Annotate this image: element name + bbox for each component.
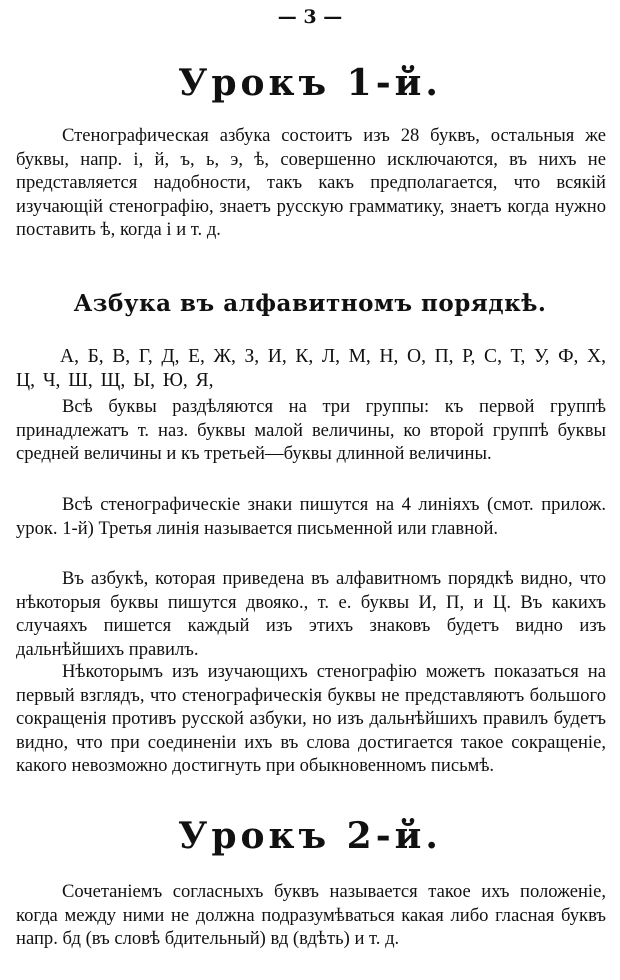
lesson-1-title: Урокъ 1-й. xyxy=(178,62,442,104)
lesson-2-title: Урокъ 2-й. xyxy=(178,815,442,857)
alphabet-heading: Азбука въ алфавитномъ порядкѣ. xyxy=(73,290,547,317)
lesson-2-intro-paragraph: Сочетаніемъ согласныхъ буквъ называется такое ихъ положеніе, когда между ними не должна подразумѣваться какая либо гласная буквъ напр. бд (въ словѣ бдительный) вд (вдѣть) и т. д. xyxy=(16,881,606,950)
paragraph-double-letters: Въ азбукѣ, которая приведена въ алфавитномъ порядкѣ видно, что нѣкоторыя буквы пишутся двояко., т. е. буквы И, П, и Ц. Въ какихъ случаяхъ пишется каждый изъ этихъ знаковъ будетъ видно изъ дальнѣйшихъ правилъ. xyxy=(16,568,606,660)
page-number: — 3 — xyxy=(277,6,343,28)
paragraph-four-lines: Всѣ стенографическіе знаки пишутся на 4 линіяхъ (смот. прилож. урок. 1-й) Третья линія называется письменной или главной. xyxy=(16,494,606,539)
paragraph-letter-groups: Всѣ буквы раздѣляются на три группы: къ первой группѣ принадлежатъ т. наз. буквы малой величины, ко второй группѣ буквы средней величины и къ третьей—буквы длинной величины. xyxy=(16,396,606,465)
paragraph-abbreviation: Нѣкоторымъ изъ изучающихъ стенографію можетъ показаться на первый взглядъ, что стенографическія буквы не представляютъ большого сокращенія противъ русской азбуки, но изъ дальнѣйшихъ правилъ будетъ видно, что при соединеніи ихъ въ слова достигается такое сокращеніе, какого невозможно достигнуть при обыкновенномъ письмѣ. xyxy=(16,661,606,777)
alphabet-letters: А, Б, В, Г, Д, Е, Ж, З, И, К, Л, М, Н, О, П, Р, С, Т, У, Ф, Х, Ц, Ч, Ш, Щ, Ы, Ю, Я, xyxy=(16,346,606,391)
lesson-1-intro-paragraph: Стенографическая азбука состоитъ изъ 28 буквъ, остальныя же буквы, напр. і, й, ъ, ь, э, ѣ, совершенно исключаются, въ нихъ не представляется надобности, такъ какъ предполагается, что всякій изучающій стенографію, знаетъ русскую грамматику, знаетъ когда нужно поставить ѣ, когда і и т. д. xyxy=(16,125,606,241)
